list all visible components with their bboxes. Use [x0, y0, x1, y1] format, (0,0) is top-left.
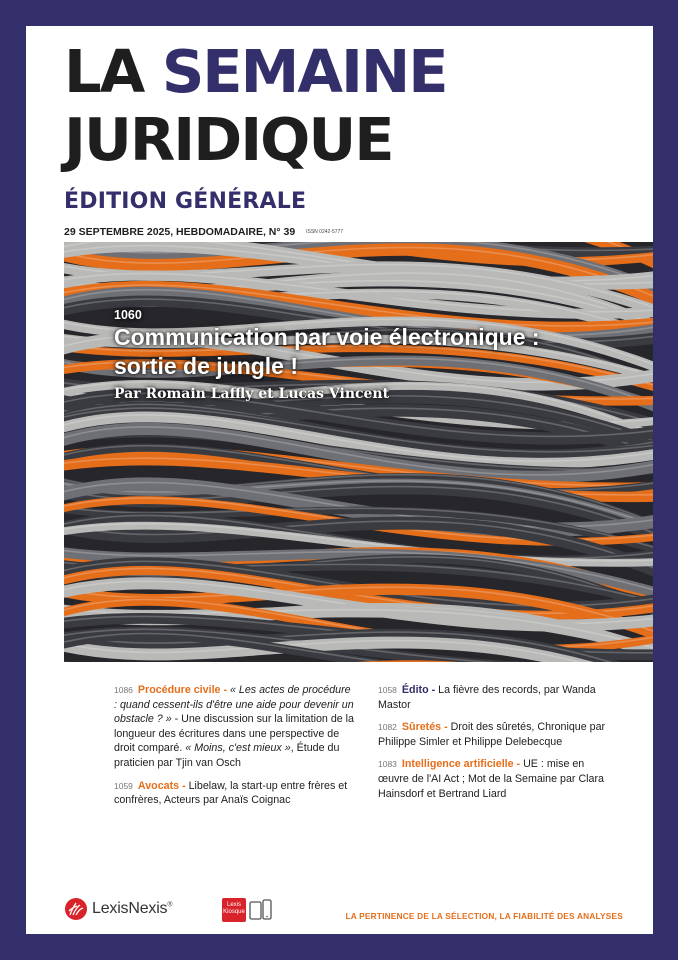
toc-number: 1083: [378, 759, 397, 770]
toc-item-intelligence-artificielle[interactable]: [378, 757, 618, 801]
issue-date: 29 SEPTEMBRE 2025, HEBDOMADAIRE, N° 39: [64, 226, 296, 238]
magazine-cover: [26, 26, 653, 934]
toc-item-edito[interactable]: [378, 683, 618, 712]
toc-text: Libelaw, la start-up entre frères et confrères, Acteurs par Anaïs Coignac: [114, 779, 348, 807]
kiosque-line-1: Lexis: [226, 902, 241, 908]
toc-rubric: Avocats: [137, 779, 180, 792]
lexisnexis-logo[interactable]: [64, 897, 172, 921]
headline-title-line-2: sortie de jungle !: [114, 353, 299, 379]
cover-tagline: LA PERTINENCE DE LA SÉLECTION, LA FIABILITÉ DES ANALYSES: [345, 911, 623, 921]
toc-text: Droit des sûretés, Chronique par Philippe Simler et Philippe Delebecque: [378, 721, 606, 748]
headline-title-line-1: Communication par voie électronique :: [114, 324, 540, 350]
toc-rubric: Édito: [401, 684, 429, 696]
toc-item-avocats[interactable]: [114, 779, 354, 808]
toc-text: UE : mise en œuvre de l'AI Act ; Mot de la Semaine par Clara Hainsdorf et Bertrand Liard: [378, 758, 604, 800]
headline-authors: Par Romain Laffly et Lucas Vincent: [114, 386, 390, 402]
toc-rubric: Procédure civile: [137, 684, 221, 696]
toc-left-column: [114, 683, 354, 816]
toc-right-column: [378, 683, 618, 809]
kiosque-logo: [222, 898, 246, 922]
brand-name: LexisNexis: [92, 900, 168, 917]
toc-number: 1059: [114, 780, 133, 791]
devices-icon: [249, 898, 273, 922]
brand-registered-mark: ®: [167, 901, 173, 909]
toc-number: 1086: [114, 685, 133, 695]
toc-rubric: Sûretés: [401, 721, 442, 734]
issn: ISSN 0242-5777: [306, 229, 344, 236]
toc-dash: -: [220, 684, 230, 696]
lexis-kiosque-badge[interactable]: [222, 898, 273, 922]
edition-label: ÉDITION GÉNÉRALE: [64, 189, 307, 214]
cover-headline[interactable]: [114, 308, 540, 402]
toc-dash: -: [441, 721, 451, 734]
cover-footer: [26, 886, 653, 926]
toc-number: 1082: [378, 722, 397, 733]
cover-photo-cables: [64, 242, 653, 662]
lexisnexis-wordmark: [92, 900, 172, 918]
toc-text: , Étude du praticien par Tjin van Osch: [114, 742, 340, 769]
masthead-line-1: [64, 37, 447, 106]
masthead-juridique: JURIDIQUE: [64, 105, 393, 174]
masthead-la: LA: [64, 37, 144, 106]
toc-text-italic: « Les actes de procédure : quand cessent-ils d'être une aide pour devenir un obstacle ? »: [114, 684, 354, 726]
kiosque-line-2: Kiosque: [223, 909, 245, 915]
toc-item-procedure-civile[interactable]: [114, 683, 354, 771]
toc-text: La fièvre des records, par Wanda Mastor: [378, 684, 596, 711]
cables-illustration: [64, 242, 653, 662]
toc-text: - Une discussion sur la limitation de la longueur des écritures dans une perspective de droit comparé.: [114, 713, 355, 755]
toc-text-italic: « Moins, c'est mieux »: [185, 742, 291, 755]
headline-number: 1060: [114, 308, 142, 322]
toc-dash: -: [513, 758, 524, 771]
toc-number: 1058: [378, 685, 397, 695]
toc-dash: -: [179, 779, 189, 792]
lexisnexis-tree-icon: [64, 897, 88, 921]
toc-rubric: Intelligence artificielle: [401, 758, 514, 771]
toc-dash: -: [428, 684, 439, 696]
toc-item-suretes[interactable]: [378, 720, 618, 749]
dateline: [64, 226, 343, 238]
masthead-semaine: SEMAINE: [161, 37, 447, 106]
